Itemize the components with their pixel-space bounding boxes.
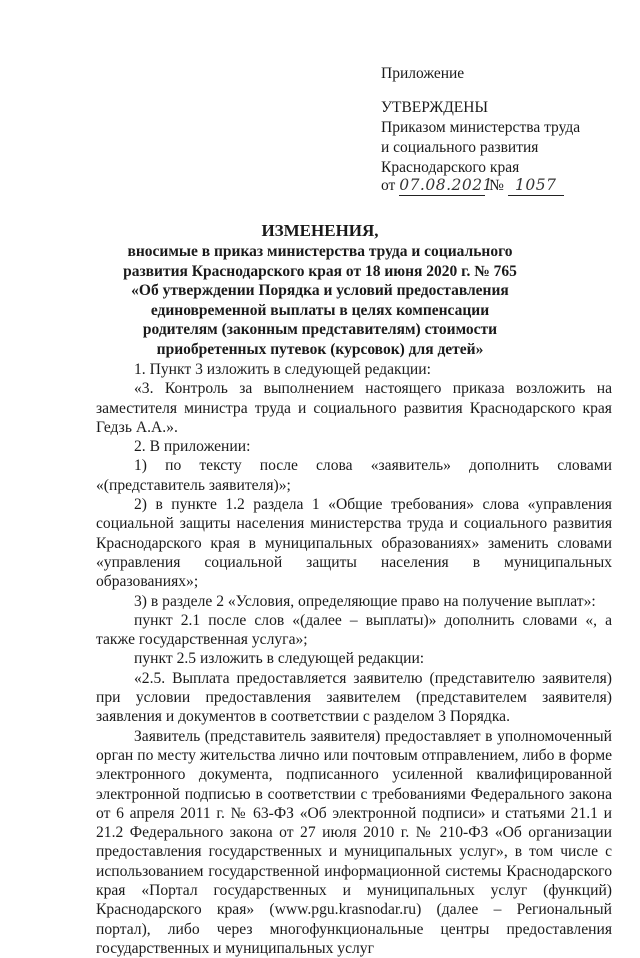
paragraph: пункт 2.5 изложить в следующей редакции: [134, 650, 425, 668]
handwritten-date: 07.08.2021 [399, 176, 493, 194]
title-line: приобретенных путевок (курсовок) для детей» [156, 340, 484, 358]
title-line: вносимые в приказ министерства труда и социального [127, 243, 513, 260]
paragraph: «2.5. Выплата предоставляется заявителю (представителю заявителя) при условии предоставления заявителем (представителем заявителя) заявления и документов в соответствии с разделом 3 Порядка. [96, 669, 612, 726]
handwritten-number: 1057 [508, 175, 564, 196]
order-line-2: и социального развития [381, 139, 539, 156]
paragraph: 2) в пункте 1.2 раздела 1 «Общие требования» слова «управления социальной защиты населения министерства труда и социального развития Краснодарского края в муниципальных образованиях» заменить словами «управления социальной защиты населения в муниципальных образованиях»; [96, 496, 612, 591]
order-date-line [381, 175, 564, 196]
title-line: «Об утверждении Порядка и условий предоставления [131, 282, 509, 300]
paragraph: пункт 2.1 после слов «(далее – выплаты)» дополнить словами «, а также государственная услуга»; [96, 611, 612, 649]
title-line: единовременной выплаты в целях компенсации [150, 301, 490, 319]
title-heading: ИЗМЕНЕНИЯ, [261, 221, 379, 240]
paragraph: 1) по тексту после слова «заявитель» дополнить словами «(представитель заявителя)»; [96, 457, 612, 494]
date-prefix: от [381, 177, 396, 194]
title-line: родителям (законным представителям) стоимости [142, 321, 498, 339]
paragraph: 3) в разделе 2 «Условия, определяющие право на получение выплат»: [134, 592, 596, 610]
paragraph: 2. В приложении: [134, 438, 251, 456]
paragraph: Заявитель (представитель заявителя) предоставляет в уполномоченный орган по месту жительства лично или почтовым отправлением, либо в форме электронного документа, подписанного усиленной квалифицированной электронной подписью в соответствии с требованиями Федерального закона от 6 апреля 2011 г. № 63-ФЗ «Об электронной подписи» и статьями 21.1 и 21.2 Федерального закона от 27 июля 2010 г. № 210-ФЗ «Об организации предоставления государственных и муниципальных услуг», в том числе с использованием государственной информационной системы Краснодарского края «Портал государственных и муниципальных услуг (функций) Краснодарского края» (www.pgu.krasnodar.ru) (далее – Региональный портал), либо через многофункциональные центры предоставления государственных и муниципальных услуг [96, 727, 612, 957]
document-title [100, 220, 540, 360]
title-line: развития Краснодарского края от 18 июня 2020 г. № 765 [123, 262, 517, 280]
paragraph: 1. Пункт 3 изложить в следующей редакции: [134, 361, 431, 378]
order-line-3: Краснодарского края [381, 159, 520, 176]
order-line-1: Приказом министерства труда [381, 119, 581, 136]
appendix-label: Приложение [381, 65, 465, 82]
paragraph: «3. Контроль за выполнением настоящего приказа возложить на заместителя министра труда и социального развития Краснодарского края Гедзь А.А.». [96, 380, 612, 436]
number-sign: № [489, 177, 504, 194]
approved-label: УТВЕРЖДЕНЫ [381, 99, 488, 116]
document-body [96, 360, 612, 958]
